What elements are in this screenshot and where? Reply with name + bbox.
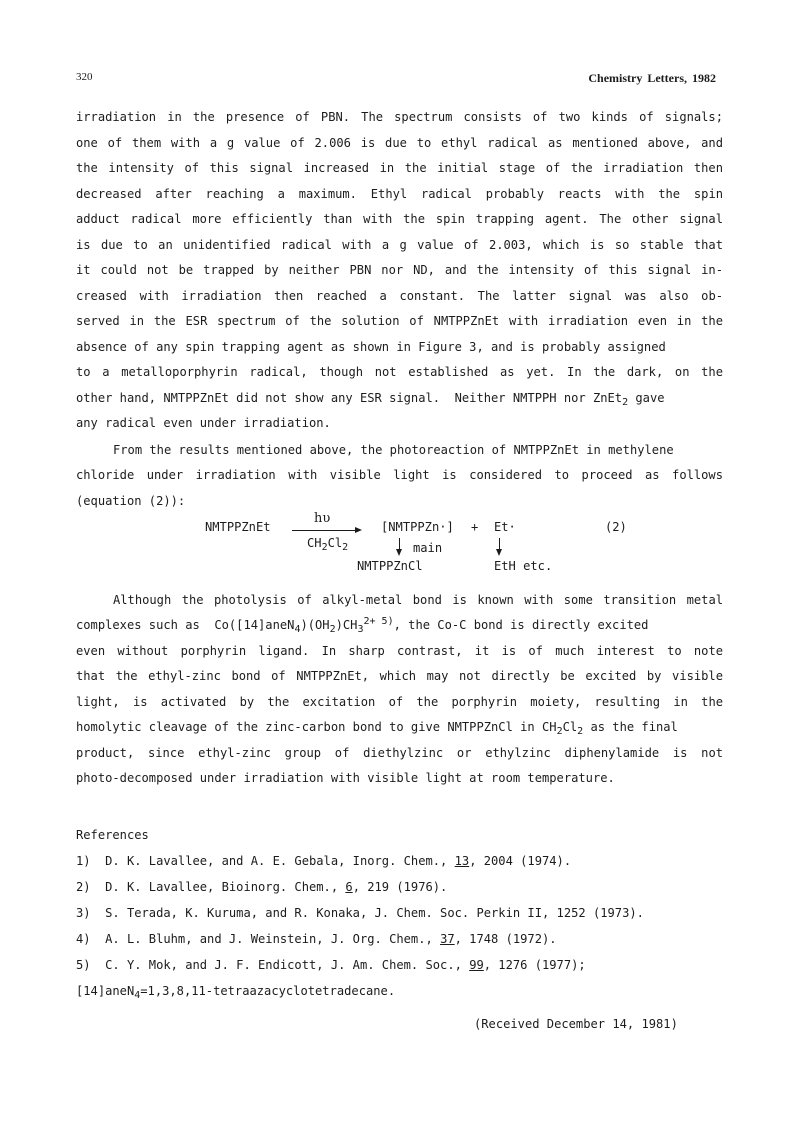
reference-volume: 37 (440, 932, 455, 946)
subscript: 4 (294, 624, 301, 635)
body-line: adduct radical more efficiently than with the spin trapping agent. The other signal (76, 212, 723, 226)
eq-text: CH (307, 536, 322, 550)
page-number: 320 (76, 71, 93, 83)
eq-branch-label: main (413, 541, 443, 555)
body-line: that the ethyl-zinc bond of NMTPPZnEt, which may not directly be excited by visible (76, 669, 723, 683)
reference-text: [14]aneN (76, 984, 135, 998)
reference-item (76, 880, 447, 894)
body-line: product, since ethyl-zinc group of diethylzinc or ethylzinc diphenylamide is not (76, 746, 723, 760)
reference-item (76, 854, 571, 868)
eq-reactant: NMTPPZnEt (205, 520, 271, 534)
down-arrow-icon (496, 549, 502, 556)
reference-text: , 2004 (1974). (469, 854, 572, 868)
reference-continuation (76, 984, 396, 1001)
reference-volume: 13 (454, 854, 470, 868)
body-text: other hand, NMTPPZnEt did not show any ESR signal. Neither NMTPPH nor ZnEt (76, 391, 623, 405)
body-line (76, 720, 678, 737)
reference-text: =1,3,8,11-tetraazacyclotetradecane. (140, 984, 396, 998)
eq-final2: EtH etc. (494, 559, 553, 573)
body-text: )CH (335, 618, 358, 632)
reference-text: D. K. Lavallee, and A. E. Gebala, Inorg. Chem., (105, 854, 455, 868)
reference-item (76, 906, 644, 920)
eq-product2: Et· (494, 520, 516, 534)
arrow-head-icon (355, 527, 362, 533)
superscript: 2+ 5) (363, 616, 394, 627)
body-line: it could not be trapped by neither PBN nor ND, and the intensity of this signal in- (76, 263, 723, 277)
reference-number: 4) (76, 932, 91, 946)
body-line: to a metalloporphyrin radical, though not established as yet. In the dark, on the (76, 365, 723, 379)
body-line: photo-decomposed under irradiation with visible light at room temperature. (76, 771, 615, 785)
body-line: irradiation in the presence of PBN. The spectrum consists of two kinds of signals; (76, 110, 723, 124)
subscript: 4 (134, 990, 141, 1001)
reference-text: , 1276 (1977); (483, 958, 586, 972)
body-line: absence of any spin trapping agent as shown in Figure 3, and is probably assigned (76, 340, 666, 354)
reference-text: , 1748 (1972). (454, 932, 557, 946)
reference-number: 1) (76, 854, 91, 868)
eq-final1: NMTPPZnCl (357, 559, 423, 573)
eq-plus: + (471, 520, 479, 534)
subscript: 2 (577, 726, 584, 737)
body-line: From the results mentioned above, the photoreaction of NMTPPZnEt in methylene (113, 443, 674, 457)
body-text: Cl (562, 720, 578, 734)
subscript: 2 (329, 624, 336, 635)
reference-text: A. L. Bluhm, and J. Weinstein, J. Org. Chem., (105, 932, 441, 946)
body-text: as the final (583, 720, 678, 734)
eq-below-arrow (307, 536, 349, 553)
subscript: 2 (622, 397, 629, 408)
reference-volume: 99 (469, 958, 484, 972)
body-line: any radical even under irradiation. (76, 416, 331, 430)
body-line (76, 616, 649, 635)
body-text: complexes such as Co([14]aneN (76, 618, 295, 632)
body-text: )(OH (300, 618, 330, 632)
eq-product1: [NMTPPZn·] (381, 520, 454, 534)
body-line: (equation (2)): (76, 494, 186, 508)
body-line: Although the photolysis of alkyl-metal bond is known with some transition metal (113, 593, 723, 607)
body-line: served in the ESR spectrum of the solution of NMTPPZnEt with irradiation even in the (76, 314, 723, 328)
body-line: is due to an unidentified radical with a g value of 2.003, which is so stable that (76, 238, 723, 252)
subscript: 2 (321, 542, 328, 553)
reference-item (76, 958, 586, 972)
reference-text: S. Terada, K. Kuruma, and R. Konaka, J. Chem. Soc. Perkin II, 1252 (1973). (105, 906, 644, 920)
eq-number: (2) (605, 520, 627, 534)
body-line: even without porphyrin ligand. In sharp contrast, it is of much interest to note (76, 644, 723, 658)
reference-number: 5) (76, 958, 91, 972)
body-line: the intensity of this signal increased in the initial stage of the irradiation then (76, 161, 723, 175)
eq-above-arrow: hυ (314, 511, 331, 526)
body-text: , the Co-C bond is directly excited (393, 618, 649, 632)
body-line (76, 391, 665, 408)
journal-header: Chemistry Letters, 1982 (588, 71, 716, 85)
subscript: 3 (357, 624, 364, 635)
body-line: chloride under irradiation with visible light is considered to proceed as follows (76, 468, 723, 482)
subscript: 2 (556, 726, 563, 737)
body-text: homolytic cleavage of the zinc-carbon bond to give NMTPPZnCl in CH (76, 720, 557, 734)
body-line: light, is activated by the excitation of the porphyrin moiety, resulting in the (76, 695, 723, 709)
subscript: 2 (342, 542, 349, 553)
reference-text: , 219 (1976). (352, 880, 448, 894)
down-arrow-icon (396, 549, 402, 556)
reference-text: D. K. Lavallee, Bioinorg. Chem., (105, 880, 346, 894)
reference-volume: 6 (345, 880, 353, 894)
reference-item (76, 932, 557, 946)
references-heading: References (76, 828, 149, 842)
body-line: one of them with a g value of 2.006 is due to ethyl radical as mentioned above, and (76, 136, 723, 150)
reaction-arrow (292, 530, 356, 531)
body-line: creased with irradiation then reached a constant. The latter signal was also ob- (76, 289, 723, 303)
reference-text: C. Y. Mok, and J. F. Endicott, J. Am. Chem. Soc., (105, 958, 470, 972)
reference-number: 3) (76, 906, 91, 920)
eq-text: Cl (327, 536, 343, 550)
body-line: decreased after reaching a maximum. Ethyl radical probably reacts with the spin (76, 187, 723, 201)
reference-number: 2) (76, 880, 91, 894)
body-text: gave (628, 391, 665, 405)
received-date: (Received December 14, 1981) (474, 1017, 678, 1031)
